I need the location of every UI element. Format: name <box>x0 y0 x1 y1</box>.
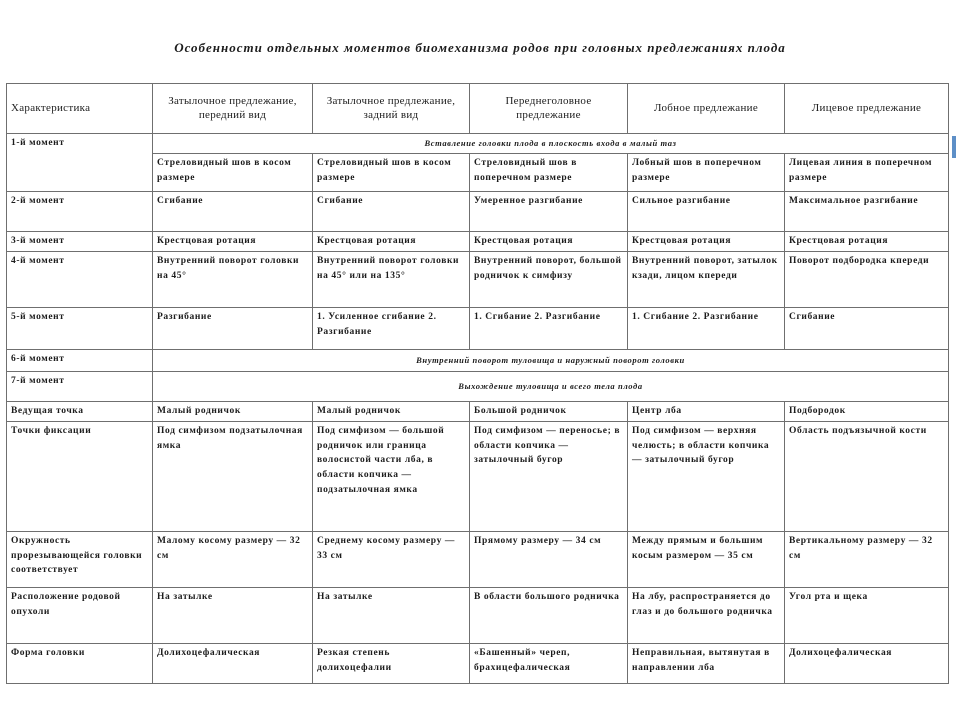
row-moment-7 <box>7 372 949 402</box>
biomechanism-table <box>6 83 949 684</box>
table-cell: Угол рта и щека <box>785 588 949 644</box>
row-birth-tumor <box>7 588 949 644</box>
table-cell: Долихоцефалическая <box>785 644 949 684</box>
row-label: Ведущая точка <box>7 402 153 422</box>
table-cell: Внутренний поворот, большой родничок к симфизу <box>470 252 628 308</box>
row-lead-point <box>7 402 949 422</box>
table-cell: Под симфизом — верхняя челюсть; в области копчика — затылочный бугор <box>628 422 785 532</box>
table-cell: Среднему косому размеру — 33 см <box>313 532 470 588</box>
table-cell: Крестцовая ротация <box>313 232 470 252</box>
table-cell: Долихоцефалическая <box>153 644 313 684</box>
table-cell: Сильное разгибание <box>628 192 785 232</box>
table-cell: Малый родничок <box>153 402 313 422</box>
table-cell: 1. Сгибание 2. Разгибание <box>628 308 785 350</box>
table-cell: «Башенный» череп, брахицефалическая <box>470 644 628 684</box>
row-label: Точки фиксации <box>7 422 153 532</box>
header-occipital-anterior: Затылочное предлежание, передний вид <box>153 84 313 134</box>
table-cell: Внутренний поворот, затылок кзади, лицом кпереди <box>628 252 785 308</box>
table-cell: В области большого родничка <box>470 588 628 644</box>
row-label: 1-й момент <box>7 134 153 192</box>
document-title: Особенности отдельных моментов биомеханизма родов при головных предлежаниях плода <box>174 40 786 55</box>
row-label: Окружность прорезывающейся головки соответствует <box>7 532 153 588</box>
header-face: Лицевое предлежание <box>785 84 949 134</box>
header-row <box>7 84 949 134</box>
row-moment-1-span <box>7 134 949 154</box>
moment-6-description: Внутренний поворот туловища и наружный поворот головки <box>153 350 949 372</box>
side-marker <box>952 136 956 158</box>
table-cell: Под симфизом подзатылочная ямка <box>153 422 313 532</box>
row-moment-6 <box>7 350 949 372</box>
table-cell: 1. Сгибание 2. Разгибание <box>470 308 628 350</box>
table-cell: Сгибание <box>785 308 949 350</box>
header-brow: Лобное предлежание <box>628 84 785 134</box>
table-cell: Большой родничок <box>470 402 628 422</box>
row-label: 3-й момент <box>7 232 153 252</box>
row-label: 4-й момент <box>7 252 153 308</box>
row-moment-3 <box>7 232 949 252</box>
row-moment-5 <box>7 308 949 350</box>
table-cell: 1. Усиленное сгибание 2. Разгибание <box>313 308 470 350</box>
biomechanism-table-wrap <box>6 83 948 684</box>
header-anterior-cephalic: Переднеголовное предлежание <box>470 84 628 134</box>
table-cell: Поворот подбородка кпереди <box>785 252 949 308</box>
table-cell: Малому косому размеру — 32 см <box>153 532 313 588</box>
row-label: 5-й момент <box>7 308 153 350</box>
table-cell: Крестцовая ротация <box>628 232 785 252</box>
table-cell: Лицевая линия в поперечном размере <box>785 154 949 192</box>
table-cell: Резкая степень долихоцефалии <box>313 644 470 684</box>
table-cell: Крестцовая ротация <box>785 232 949 252</box>
table-cell: Максимальное разгибание <box>785 192 949 232</box>
table-cell: Между прямым и большим косым размером — 35 см <box>628 532 785 588</box>
table-cell: Разгибание <box>153 308 313 350</box>
table-cell: Крестцовая ротация <box>470 232 628 252</box>
row-label: 6-й момент <box>7 350 153 372</box>
row-fixation-points <box>7 422 949 532</box>
row-label: Форма головки <box>7 644 153 684</box>
table-cell: На затылке <box>153 588 313 644</box>
table-cell: Внутренний поворот головки на 45° <box>153 252 313 308</box>
header-occipital-posterior: Затылочное предлежание, задний вид <box>313 84 470 134</box>
table-cell: Прямому размеру — 34 см <box>470 532 628 588</box>
table-cell: Сгибание <box>313 192 470 232</box>
table-cell: Умеренное разгибание <box>470 192 628 232</box>
table-cell: Под симфизом — переносье; в области копчика — затылочный бугор <box>470 422 628 532</box>
table-cell: Под симфизом — большой родничок или граница волосистой части лба, в области копчика — подзатылочная ямка <box>313 422 470 532</box>
row-circumference <box>7 532 949 588</box>
table-cell: Стреловидный шов в косом размере <box>153 154 313 192</box>
table-cell: Подбородок <box>785 402 949 422</box>
table-cell: Лобный шов в поперечном размере <box>628 154 785 192</box>
moment-7-description: Выхождение туловища и всего тела плода <box>153 372 949 402</box>
moment-1-description: Вставление головки плода в плоскость входа в малый таз <box>153 134 949 154</box>
table-cell: Вертикальному размеру — 32 см <box>785 532 949 588</box>
table-cell: Центр лба <box>628 402 785 422</box>
table-cell: Внутренний поворот головки на 45° или на 135° <box>313 252 470 308</box>
row-head-shape <box>7 644 949 684</box>
table-cell: Стреловидный шов в поперечном размере <box>470 154 628 192</box>
table-cell: Малый родничок <box>313 402 470 422</box>
header-characteristic: Характеристика <box>7 84 153 134</box>
table-cell: Неправильная, вытянутая в направлении лба <box>628 644 785 684</box>
row-label: 7-й момент <box>7 372 153 402</box>
row-label: Расположение родовой опухоли <box>7 588 153 644</box>
row-label: 2-й момент <box>7 192 153 232</box>
row-moment-2 <box>7 192 949 232</box>
table-cell: На лбу, распространяется до глаз и до большого родничка <box>628 588 785 644</box>
table-cell: Крестцовая ротация <box>153 232 313 252</box>
table-cell: Область подъязычной кости <box>785 422 949 532</box>
table-cell: Стреловидный шов в косом размере <box>313 154 470 192</box>
row-moment-4 <box>7 252 949 308</box>
table-cell: На затылке <box>313 588 470 644</box>
table-cell: Сгибание <box>153 192 313 232</box>
